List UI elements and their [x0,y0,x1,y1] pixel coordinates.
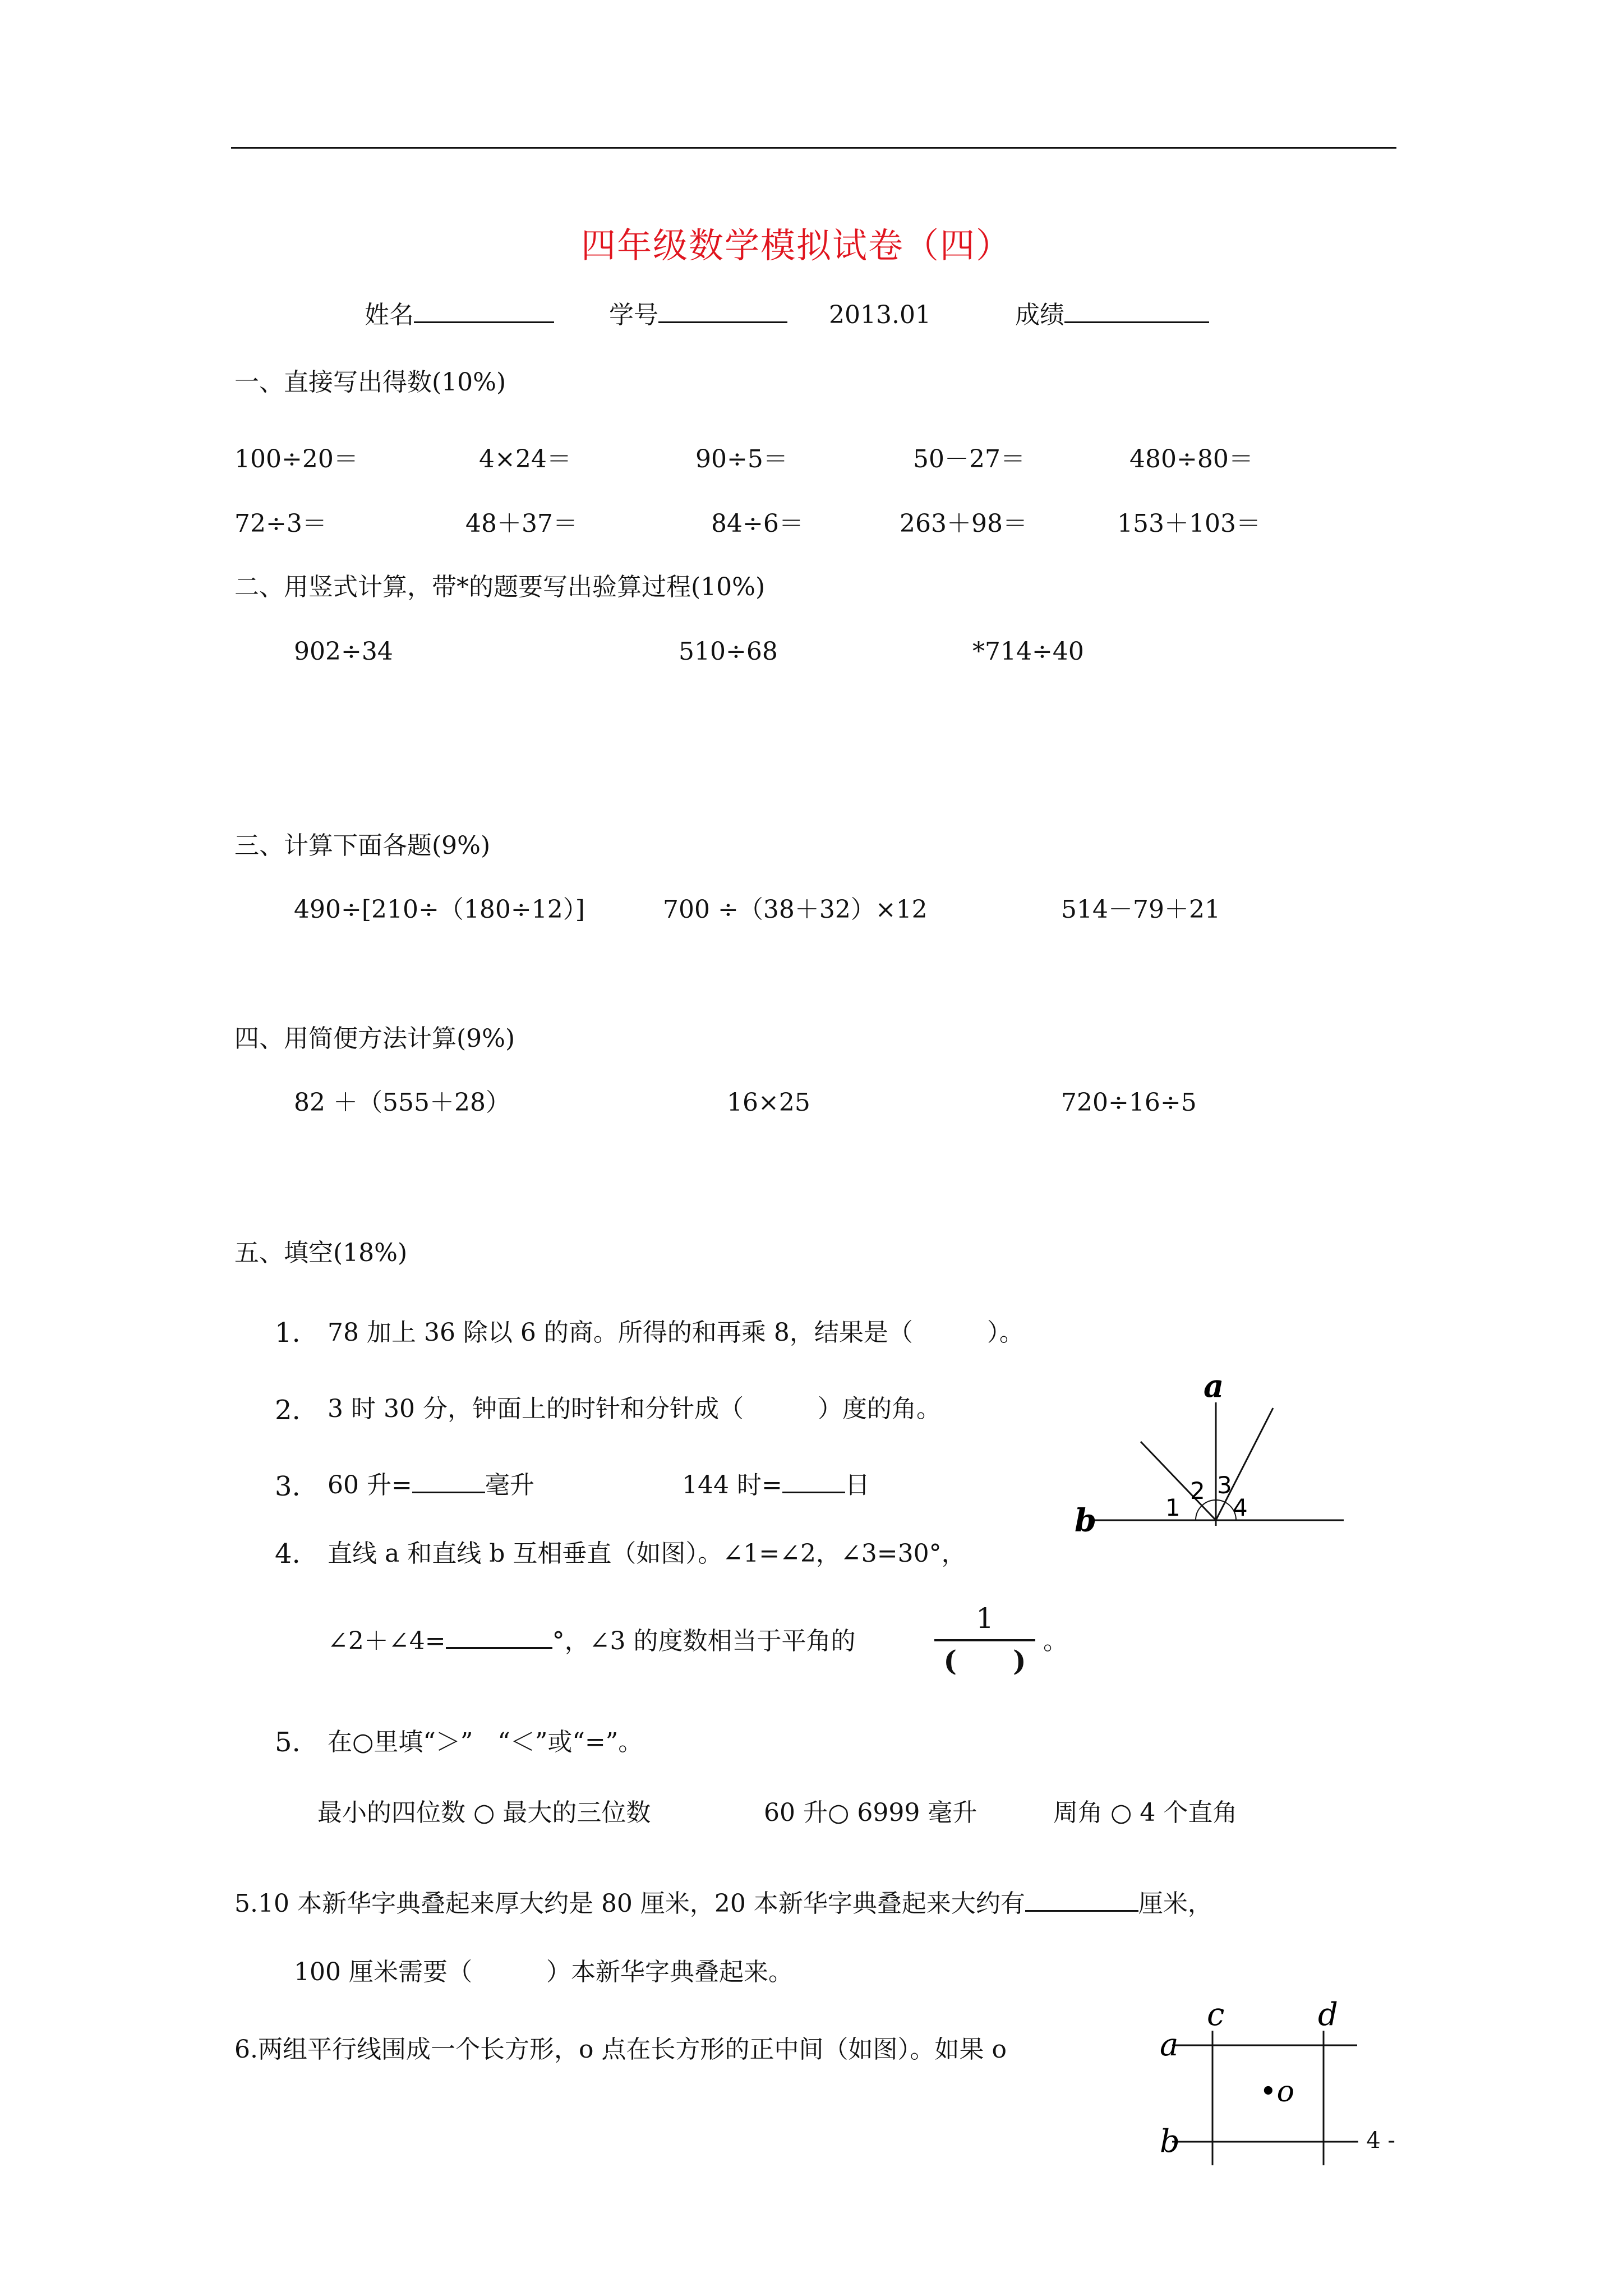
rectangle-figure [1150,1997,1368,2171]
q3-b-unit: 日 [845,1471,870,1499]
name-blank[interactable] [414,318,554,323]
q4-line2-a: ∠2＋∠4= [328,1627,446,1655]
q3-number: 3. [275,1471,301,1502]
q7-line1: 6.两组平行线围成一个长方形，o 点在长方形的正中间（如图）。如果 o [234,2035,1007,2064]
exam-date: 2013.01 [829,301,931,329]
score-label: 成绩 [1015,301,1064,329]
s3-item: 490÷[210÷（180÷12）] [294,895,585,924]
angle-label-2: 2 [1190,1477,1205,1504]
q5-text: 在○里填“＞” “＜”或“=”。 [328,1728,643,1756]
s1-r2-item: 263＋98＝ [900,509,1027,538]
id-label: 学号 [609,301,658,329]
label-o: •o [1260,2075,1294,2109]
angle-label-3: 3 [1217,1471,1232,1499]
angle-label-1: 1 [1165,1494,1181,1521]
q3-b-label: 144 时= [682,1471,782,1499]
q6-line1 [234,1889,1212,1918]
id-field [609,303,787,328]
page-title: 四年级数学模拟试卷（四） [581,225,1012,266]
s1-r1-item: 90÷5＝ [695,445,788,473]
fraction-numerator: 1 [976,1602,994,1635]
q2-number: 2. [275,1395,301,1426]
q3-b-blank[interactable] [782,1488,845,1493]
q6-line2: 100 厘米需要（ ）本新华字典叠起来。 [294,1958,793,1986]
s4-item: 16×25 [727,1088,810,1117]
s1-r1-item: 50－27＝ [913,445,1025,473]
s1-r2-item: 48＋37＝ [465,509,578,538]
s2-item: 510÷68 [679,637,778,666]
s1-r2-item: 153＋103＝ [1117,509,1261,538]
q3-a-blank[interactable] [412,1488,485,1493]
q4-line2-b: °，∠3 的度数相当于平角的 [552,1627,856,1655]
q3-part-b [682,1473,870,1498]
label-b: b [1160,2123,1180,2160]
angle-label-4: 4 [1233,1494,1248,1521]
s4-item: 82 ＋（555＋28） [294,1088,510,1117]
section-3-heading: 三、计算下面各题(9%) [234,831,491,860]
section-5-heading: 五、填空(18%) [234,1239,408,1267]
q1-number: 1. [275,1317,301,1349]
score-field [1015,303,1209,328]
q5-number: 5. [275,1727,301,1758]
s3-item: 514－79＋21 [1061,895,1220,924]
fraction-denominator: ( ) [943,1644,1026,1677]
q3-part-a [328,1473,534,1498]
angle-figure [1066,1369,1357,1543]
label-b: b [1075,1502,1097,1539]
q5-item: 最小的四位数 ○ 最大的三位数 [317,1798,651,1827]
header-rule [231,147,1396,149]
q4-number: 4. [275,1538,301,1570]
q4-fraction [934,1604,1035,1675]
s1-r2-item: 72÷3＝ [234,509,327,538]
score-blank[interactable] [1064,318,1209,323]
s1-r1-item: 100÷20＝ [234,445,358,473]
q5-item: 60 升○ 6999 毫升 [764,1798,978,1827]
section-2-heading: 二、用竖式计算，带*的题要写出验算过程(10%) [234,573,766,601]
q4-blank[interactable] [446,1644,552,1649]
q6-unit: 厘米， [1138,1889,1212,1918]
id-blank[interactable] [658,318,787,323]
label-c: c [1207,1997,1225,2033]
s2-item: 902÷34 [294,637,393,666]
label-a: a [1204,1369,1224,1405]
s4-item: 720÷16÷5 [1061,1088,1197,1117]
q6-blank[interactable] [1025,1907,1138,1912]
q4-line2 [328,1629,855,1654]
s1-r1-item: 480÷80＝ [1129,445,1253,473]
name-field [365,303,554,328]
s1-r2-item: 84÷6＝ [711,509,804,538]
q4-text: 直线 a 和直线 b 互相垂直（如图）。∠1=∠2，∠3=30°， [328,1539,966,1568]
label-a: a [1160,2027,1179,2063]
label-d: d [1318,1997,1338,2033]
q2-text: 3 时 30 分，钟面上的时针和分针成（ ）度的角。 [328,1395,941,1423]
s1-r1-item: 4×24＝ [479,445,571,473]
name-label: 姓名 [365,301,414,329]
section-1-heading: 一、直接写出得数(10%) [234,368,506,397]
q5-item: 周角 ○ 4 个直角 [1053,1798,1238,1827]
s3-item: 700 ÷（38＋32）×12 [663,895,928,924]
fraction-bar [934,1639,1035,1641]
q6-line1-text: 5.10 本新华字典叠起来厚大约是 80 厘米，20 本新华字典叠起来大约有 [234,1889,1025,1918]
section-4-heading: 四、用简便方法计算(9%) [234,1024,515,1053]
q3-a-label: 60 升= [328,1471,412,1499]
page-number: - 4 - [1352,2128,1395,2154]
q1-text: 78 加上 36 除以 6 的商。所得的和再乘 8，结果是（ ）。 [328,1318,1024,1347]
q3-a-unit: 毫升 [485,1471,534,1499]
s2-item: *714÷40 [972,637,1084,666]
q4-end: 。 [1043,1627,1068,1655]
